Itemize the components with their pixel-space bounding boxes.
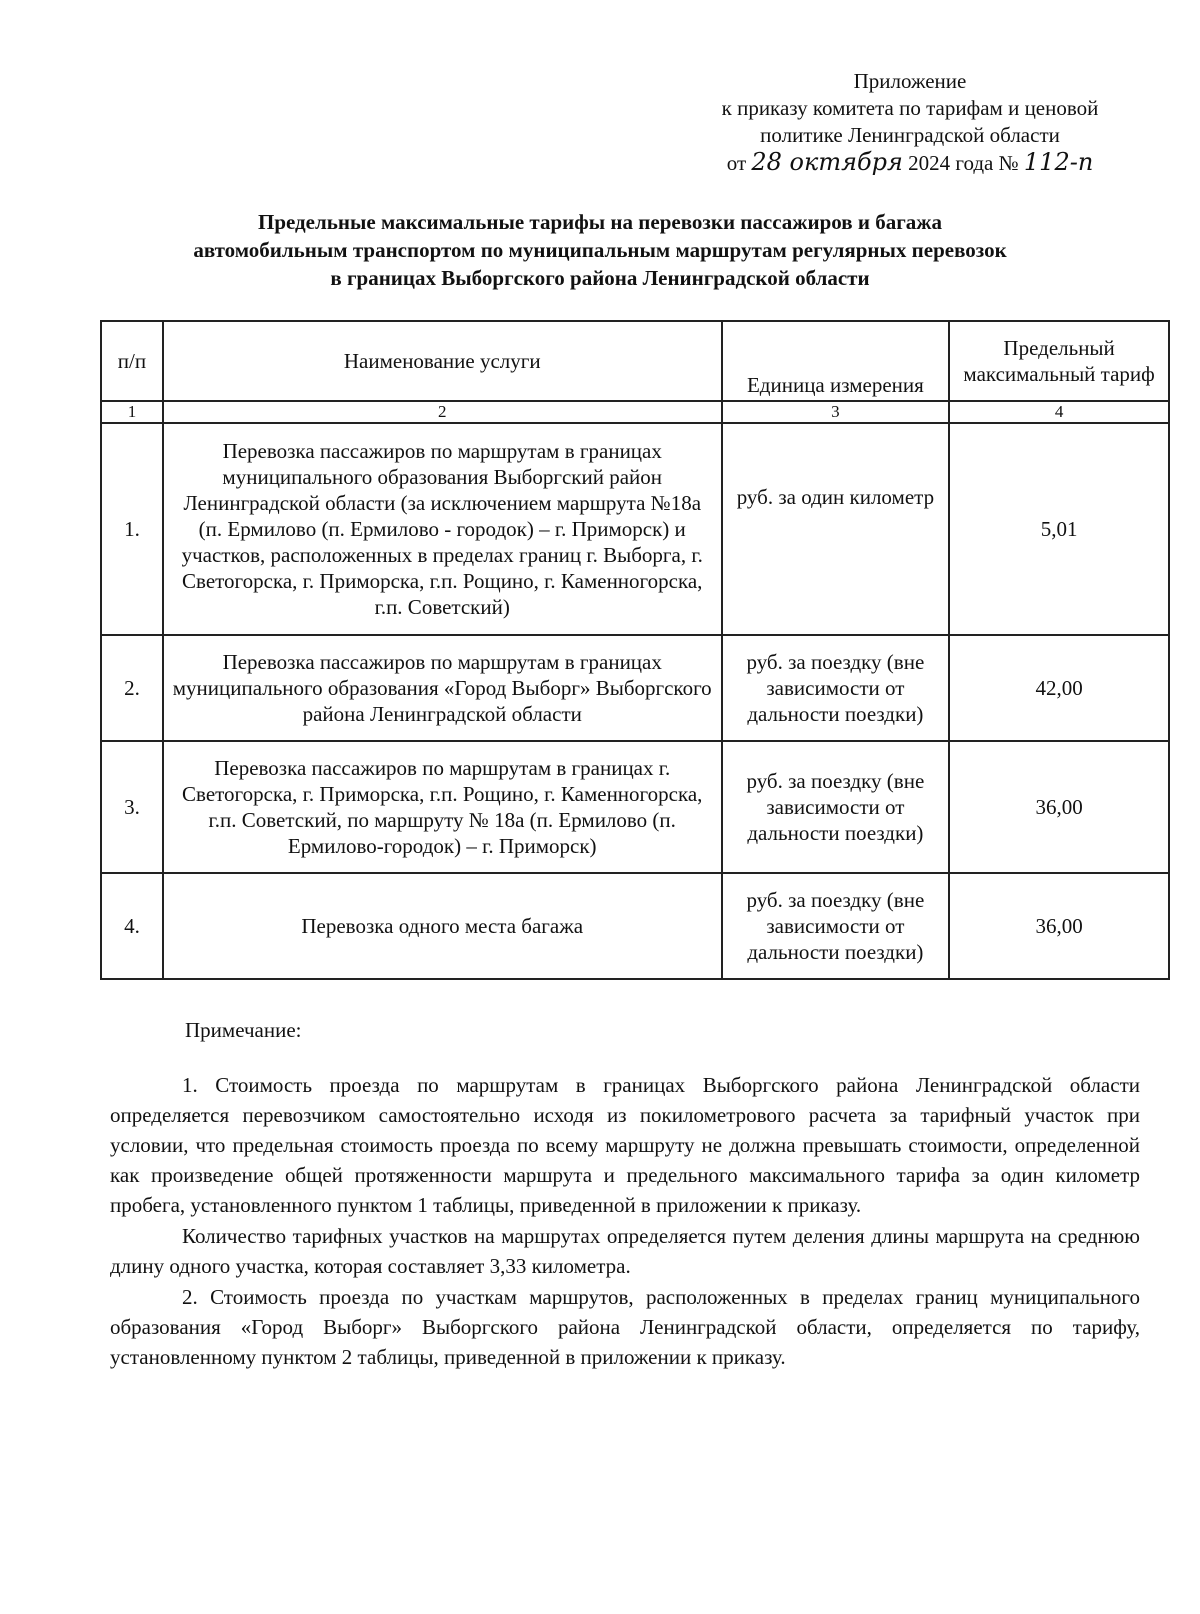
row-tariff: 5,01 <box>949 423 1169 635</box>
column-number: 4 <box>949 401 1169 423</box>
attachment-order-ref: к приказу комитета по тарифам и ценовой <box>721 96 1099 120</box>
notes-heading: Примечание: <box>185 1018 302 1042</box>
column-number: 1 <box>101 401 163 423</box>
row-num: 1. <box>101 423 163 635</box>
note-paragraph-1: 1. Стоимость проезда по маршрутам в границах Выборгского района Ленинградской области определяется перевозчиком самостоятельно исходя из покилометрового расчета за тарифный участок при условии, что предельная стоимость проезда по всему маршруту не должна превышать стоимости, определенной как произведение общей протяженности маршрута и предельного максимального тарифа за один километр пробега, установленного пунктом 1 таблицы, приведенной в приложении к приказу. <box>110 1073 1140 1217</box>
attachment-title: Приложение <box>853 69 967 93</box>
year-text: 2024 года № <box>908 151 1019 175</box>
tariff-table <box>100 320 1170 980</box>
row-unit: руб. за один километр <box>722 423 950 635</box>
row-tariff: 36,00 <box>949 741 1169 873</box>
row-service: Перевозка одного места багажа <box>163 873 722 979</box>
row-service: Перевозка пассажиров по маршрутам в границах г. Светогорска, г. Приморска, г.п. Рощино, г. Каменногорска, г.п. Советский, по маршруту № 18а (п. Ермилово (п. Ермилово-городок) – г. Приморск) <box>163 741 722 873</box>
handwritten-date: 28 октября <box>751 148 903 176</box>
column-number: 2 <box>163 401 722 423</box>
header-tariff: Предельный максимальный тариф <box>949 321 1169 401</box>
title-line-2: автомобильным транспортом по муниципальным маршрутам регулярных перевозок <box>193 238 1007 262</box>
column-number-row <box>101 401 1169 423</box>
row-tariff: 36,00 <box>949 873 1169 979</box>
row-unit: руб. за поездку (вне зависимости от дальности поездки) <box>722 635 950 741</box>
table-row <box>101 635 1169 741</box>
row-unit: руб. за поездку (вне зависимости от дальности поездки) <box>722 741 950 873</box>
row-num: 3. <box>101 741 163 873</box>
title-line-3: в границах Выборгского района Ленинградской области <box>330 266 870 290</box>
attachment-header <box>680 68 1140 177</box>
attachment-date-line <box>680 149 1140 177</box>
header-unit: Единица измерения <box>722 321 950 401</box>
header-service: Наименование услуги <box>163 321 722 401</box>
header-num: п/п <box>101 321 163 401</box>
column-number: 3 <box>722 401 950 423</box>
note-paragraph-3: 2. Стоимость проезда по участкам маршрутов, расположенных в пределах границ муниципального образования «Город Выборг» Выборгского района Ленинградской области, определяется по тарифу, установленному пунктом 2 таблицы, приведенной в приложении к приказу. <box>110 1285 1140 1369</box>
row-num: 4. <box>101 873 163 979</box>
handwritten-number: 112-п <box>1023 148 1094 176</box>
row-num: 2. <box>101 635 163 741</box>
document-title <box>130 208 1070 292</box>
note-paragraph-2: Количество тарифных участков на маршрутах определяется путем деления длины маршрута на среднюю длину одного участка, которая составляет 3,33 километра. <box>110 1224 1140 1278</box>
row-service: Перевозка пассажиров по маршрутам в границах муниципального образования Выборгский район Ленинградской области (за исключением маршрута №18а (п. Ермилово (п. Ермилово - городок) – г. Приморск) и участков, расположенных в пределах границ г. Выборга, г. Светогорска, г. Приморска, г.п. Рощино, г. Каменногорска, г.п. Советский) <box>163 423 722 635</box>
row-unit: руб. за поездку (вне зависимости от дальности поездки) <box>722 873 950 979</box>
row-tariff: 42,00 <box>949 635 1169 741</box>
notes-body <box>110 1070 1140 1372</box>
table-row <box>101 423 1169 635</box>
date-prefix: от <box>726 151 747 175</box>
table-header-row <box>101 321 1169 401</box>
table-row <box>101 873 1169 979</box>
row-service: Перевозка пассажиров по маршрутам в границах муниципального образования «Город Выборг» Выборгского района Ленинградской области <box>163 635 722 741</box>
attachment-committee: политике Ленинградской области <box>760 123 1060 147</box>
title-line-1: Предельные максимальные тарифы на перевозки пассажиров и багажа <box>258 210 942 234</box>
table-row <box>101 741 1169 873</box>
